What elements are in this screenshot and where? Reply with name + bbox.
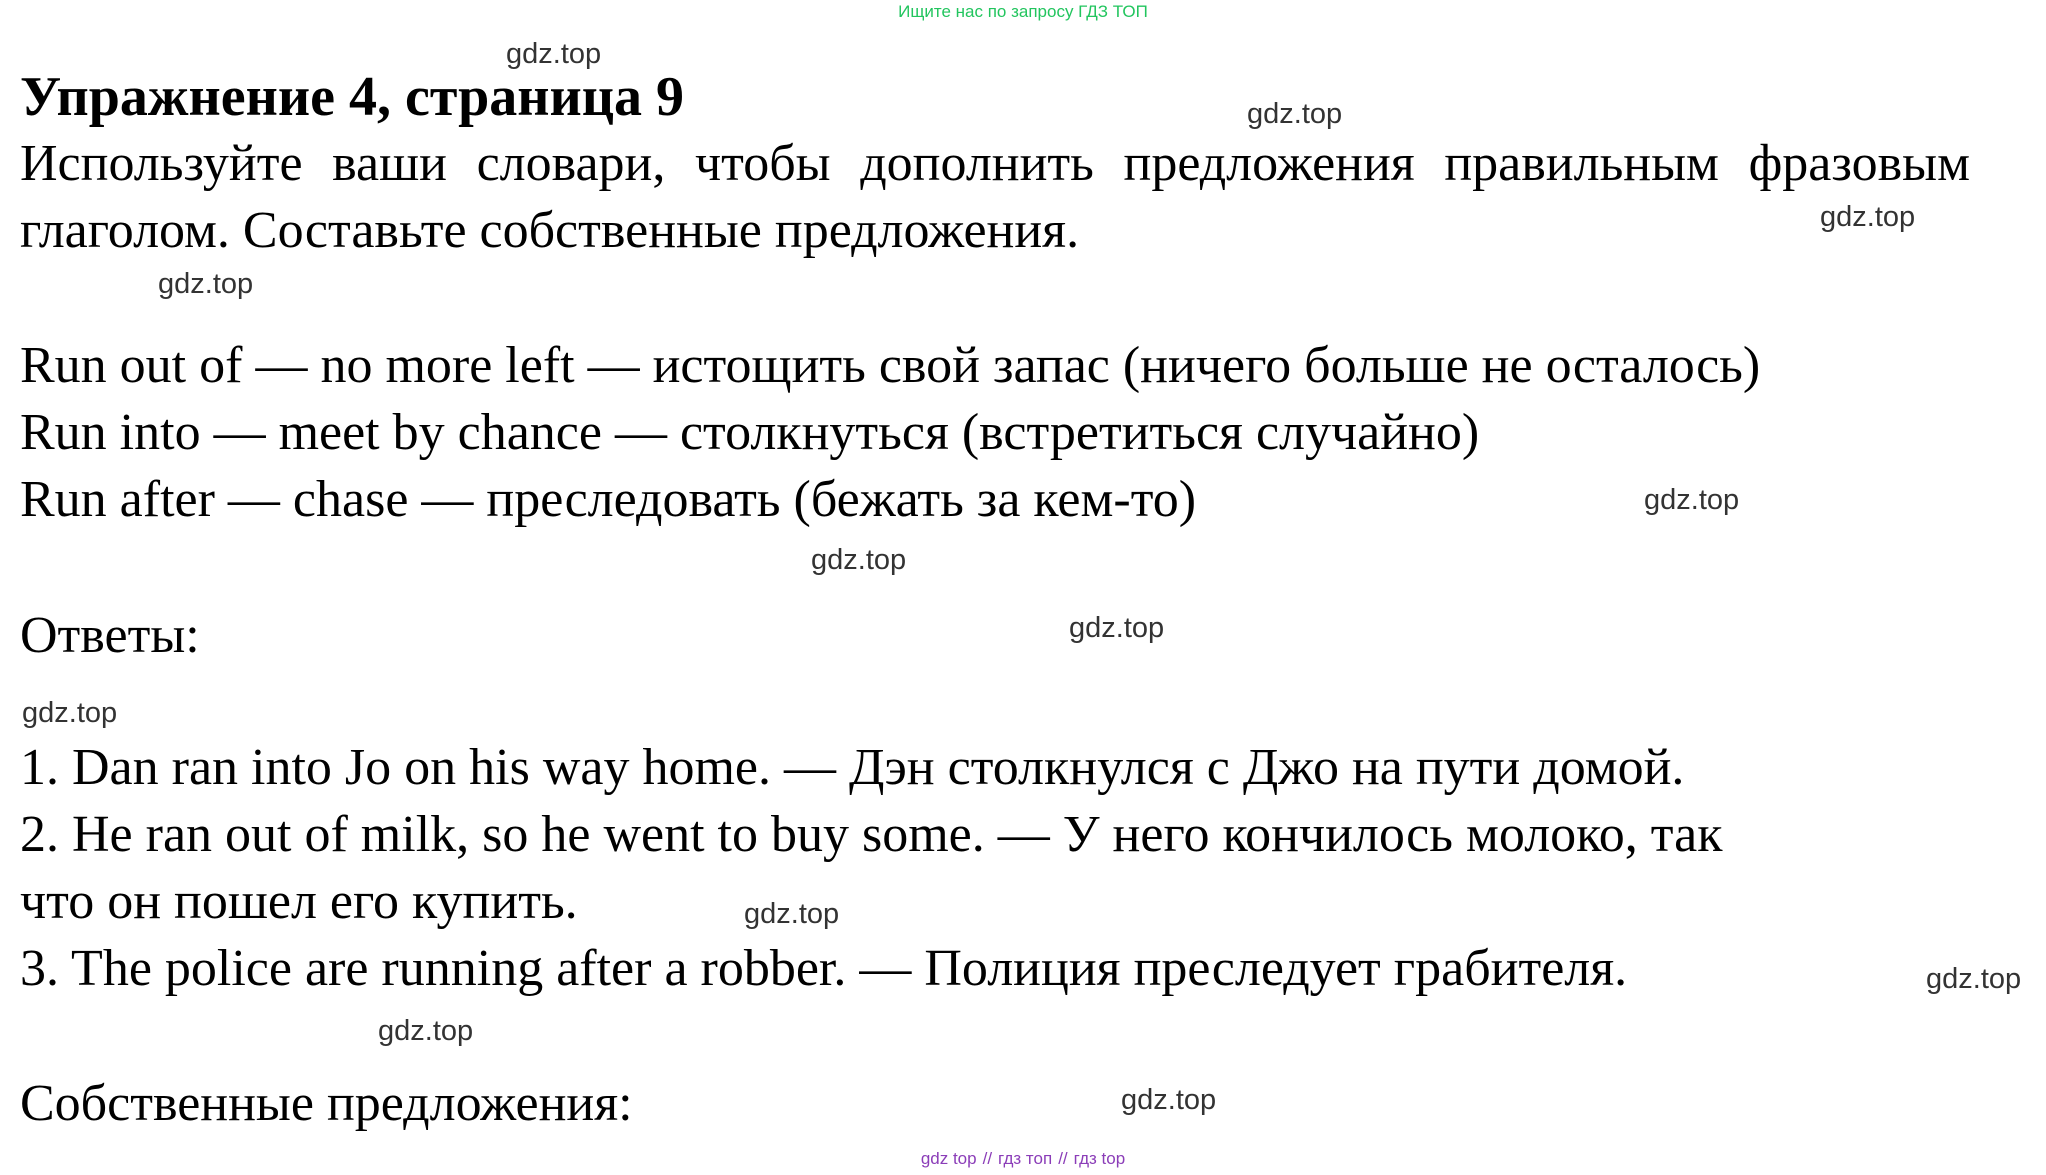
definition-run-into: Run into — meet by chance — столкнуться (встретиться случайно)	[20, 404, 1480, 461]
own-sentences-label: Собственные предложения:	[20, 1075, 633, 1132]
answer-line-2: 2. He ran out of milk, so he went to buy some. — У него кончилось молоко, так	[20, 806, 1723, 863]
watermark: gdz.top	[22, 697, 118, 729]
footer-links	[0, 1149, 2046, 1169]
watermark: gdz.top	[1820, 201, 1916, 233]
exercise-heading: Упражнение 4, страница 9	[20, 66, 685, 128]
answers-label: Ответы:	[20, 607, 200, 664]
watermark: gdz.top	[158, 268, 254, 300]
definition-run-out-of: Run out of — no more left — истощить свой запас (ничего больше не осталось)	[20, 337, 1761, 394]
footer-separator: //	[982, 1149, 993, 1168]
instruction-text: Используйте ваши словари, чтобы дополнить предложения правильным фразовым глаголом. Составьте собственные предложения.	[20, 135, 1970, 259]
answer-line-3: 3. The police are running after a robber. — Полиция преследует грабителя.	[20, 940, 1628, 997]
watermark: gdz.top	[506, 38, 602, 70]
watermark: gdz.top	[1644, 484, 1740, 516]
watermark: gdz.top	[1121, 1084, 1217, 1116]
answer-line-2-continued: что он пошел его купить.	[20, 873, 578, 930]
footer-separator: //	[1058, 1149, 1068, 1168]
definition-run-after: Run after — chase — преследовать (бежать за кем-то)	[20, 471, 1197, 528]
watermark: gdz.top	[1247, 98, 1343, 130]
watermark: gdz.top	[378, 1015, 474, 1047]
watermark: gdz.top	[811, 544, 907, 576]
footer-link-gdz-top-mixed[interactable]: гдз top	[1073, 1149, 1126, 1168]
top-banner[interactable]: Ищите нас по запросу ГДЗ ТОП	[898, 2, 1148, 21]
answer-line-1: 1. Dan ran into Jo on his way home. — Дэн столкнулся с Джо на пути домой.	[20, 739, 1685, 796]
footer-link-gdz-top-cyrillic[interactable]: гдз топ	[998, 1149, 1053, 1168]
watermark: gdz.top	[1069, 612, 1165, 644]
watermark: gdz.top	[744, 898, 840, 930]
watermark: gdz.top	[1926, 963, 2022, 995]
footer-link-gdz-top[interactable]: gdz top	[920, 1149, 977, 1168]
